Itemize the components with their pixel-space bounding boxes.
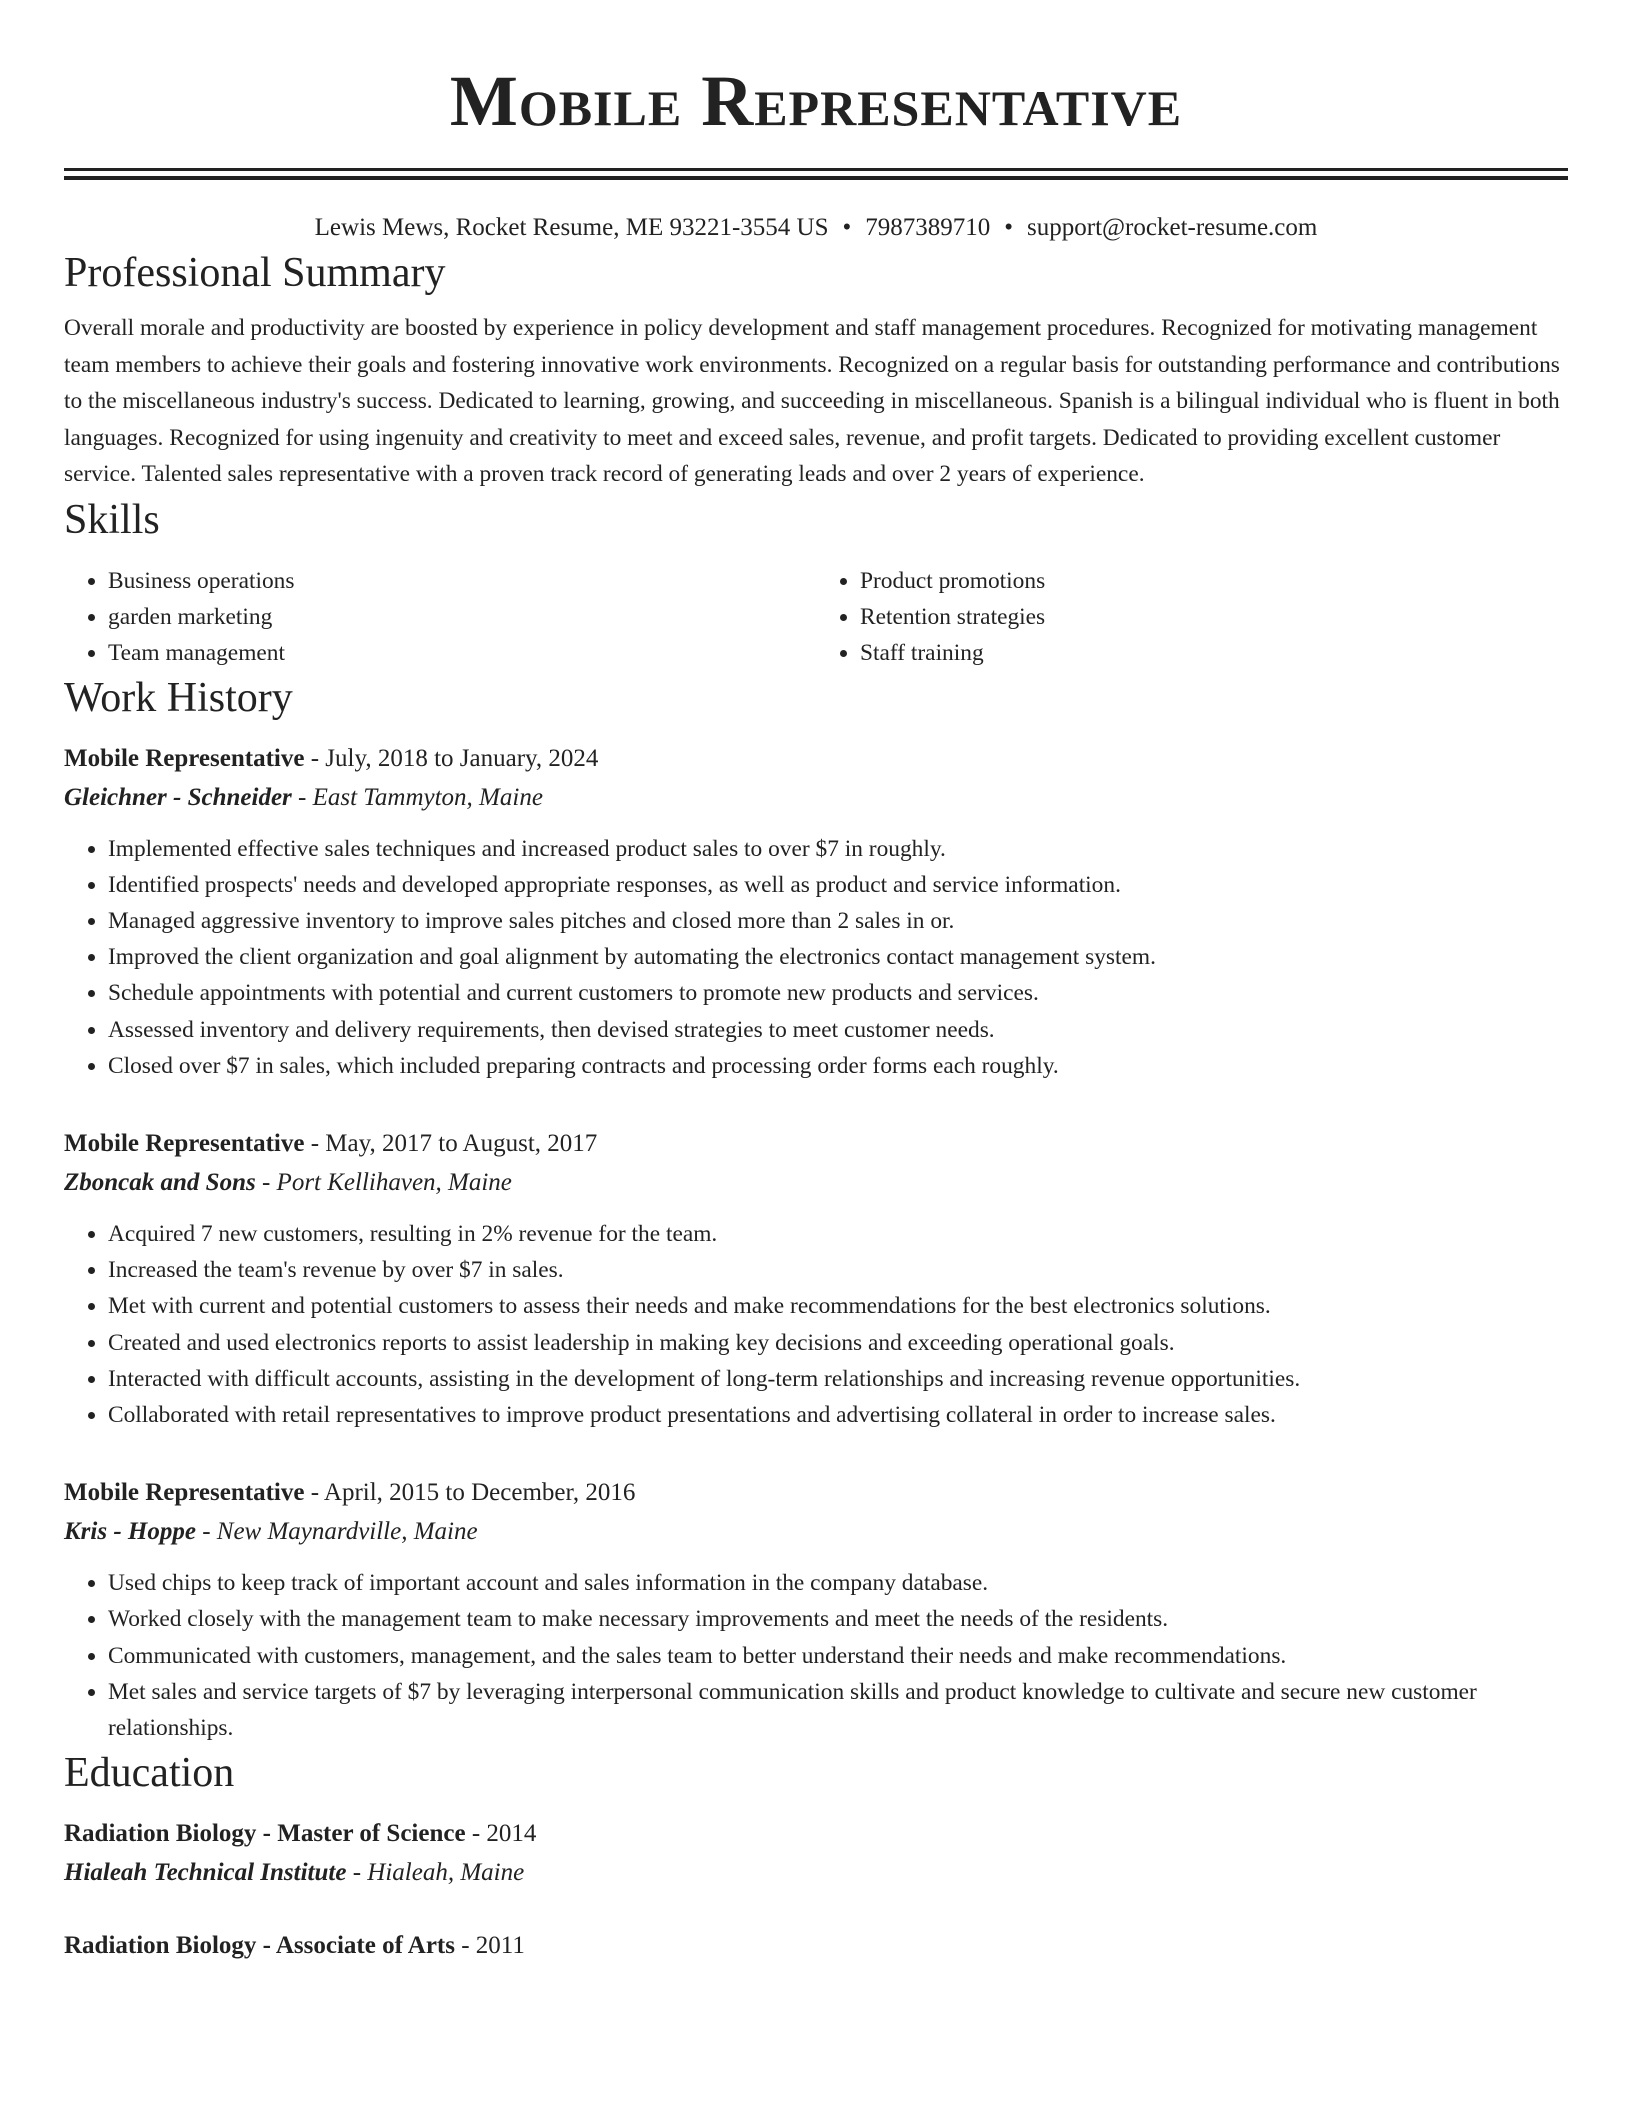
- skill-item: • Team management: [108, 635, 816, 671]
- skills-column-left: [64, 563, 816, 671]
- list-item: • Schedule appointments with potential and current customers to promote new products and services.: [108, 975, 1568, 1011]
- job-title-line: [64, 1473, 1568, 1513]
- company-line: [64, 1513, 1568, 1551]
- job-entry: [64, 1473, 1568, 1746]
- resume-page: [64, 0, 1568, 1966]
- skill-item: • Business operations: [108, 563, 816, 599]
- education-entry: [64, 1926, 1568, 1966]
- contact-email: support@rocket-resume.com: [1027, 214, 1318, 241]
- company-name: Zboncak and Sons: [64, 1168, 256, 1196]
- job-bullets: [64, 1565, 1568, 1746]
- company-name: Gleichner - Schneider: [64, 783, 292, 811]
- section-heading-work-history: Work History: [64, 674, 293, 721]
- company-line: [64, 1164, 1568, 1202]
- company-name: Kris - Hoppe: [64, 1518, 196, 1546]
- list-item: • Improved the client organization and goal alignment by automating the electronics contact management system.: [108, 939, 1568, 975]
- job-title-line: [64, 739, 1568, 779]
- list-item: • Met with current and potential customers to assess their needs and make recommendations for the best electronics solutions.: [108, 1288, 1568, 1324]
- school-line: [64, 1854, 1568, 1892]
- job-entry: [64, 1124, 1568, 1433]
- contact-phone: 7987389710: [865, 214, 991, 241]
- school-name: Hialeah Technical Institute: [64, 1859, 347, 1887]
- skill-item: • garden marketing: [108, 599, 816, 635]
- list-item: • Created and used electronics reports to assist leadership in making key decisions and exceeding operational goals.: [108, 1325, 1568, 1361]
- section-heading-summary: Professional Summary: [64, 250, 446, 296]
- degree-year: - 2014: [465, 1820, 537, 1848]
- list-item: • Collaborated with retail representatives to improve product presentations and advertising collateral in order to increase sales.: [108, 1397, 1568, 1433]
- list-item: • Worked closely with the management team to make necessary improvements and meet the needs of the residents.: [108, 1601, 1568, 1637]
- list-item: • Managed aggressive inventory to improve sales pitches and closed more than 2 sales in or.: [108, 903, 1568, 939]
- job-dates: - July, 2018 to January, 2024: [304, 744, 599, 772]
- list-item: • Assessed inventory and delivery requirements, then devised strategies to meet customer needs.: [108, 1012, 1568, 1048]
- job-dates: - April, 2015 to December, 2016: [304, 1479, 636, 1507]
- skill-item: • Retention strategies: [860, 599, 1568, 635]
- job-title: Mobile Representative: [64, 1129, 305, 1157]
- degree-line: [64, 1814, 1568, 1854]
- job-dates: - May, 2017 to August, 2017: [304, 1129, 598, 1157]
- job-bullets: [64, 831, 1568, 1084]
- list-item: • Communicated with customers, management, and the sales team to better understand their needs and make recommendations.: [108, 1638, 1568, 1674]
- resume-title: Mobile Representative: [449, 61, 1183, 141]
- degree-name: Radiation Biology - Master of Science: [64, 1820, 466, 1848]
- degree-year: - 2011: [454, 1932, 525, 1960]
- skill-item: • Staff training: [860, 635, 1568, 671]
- list-item: • Closed over $7 in sales, which included preparing contracts and processing order forms each roughly.: [108, 1048, 1568, 1084]
- job-title: Mobile Representative: [64, 744, 305, 772]
- list-item: • Identified prospects' needs and developed appropriate responses, as well as product and service information.: [108, 867, 1568, 903]
- skills-column-right: [816, 563, 1568, 671]
- school-location: - Hialeah, Maine: [346, 1859, 525, 1887]
- contact-separator: •: [842, 214, 852, 241]
- company-location: - Port Kellihaven, Maine: [255, 1168, 512, 1196]
- skill-item: • Product promotions: [860, 563, 1568, 599]
- contact-line: [64, 210, 1568, 246]
- company-location: - New Maynardville, Maine: [195, 1518, 478, 1546]
- job-title: Mobile Representative: [64, 1479, 305, 1507]
- degree-line: [64, 1926, 1568, 1966]
- list-item: • Increased the team's revenue by over $7 in sales.: [108, 1252, 1568, 1288]
- education-entry: [64, 1814, 1568, 1892]
- company-location: - East Tammyton, Maine: [291, 783, 543, 811]
- list-item: • Implemented effective sales techniques and increased product sales to over $7 in roughly.: [108, 831, 1568, 867]
- list-item: • Met sales and service targets of $7 by leveraging interpersonal communication skills and product knowledge to cultivate and secure new customer relationships.: [108, 1674, 1568, 1746]
- job-bullets: [64, 1216, 1568, 1433]
- list-item: • Acquired 7 new customers, resulting in 2% revenue for the team.: [108, 1216, 1568, 1252]
- degree-name: Radiation Biology - Associate of Arts: [64, 1932, 455, 1960]
- job-entry: [64, 739, 1568, 1084]
- contact-address: Lewis Mews, Rocket Resume, ME 93221-3554 US: [314, 214, 829, 241]
- skills-list: [64, 563, 1568, 671]
- summary-text: Overall morale and productivity are boosted by experience in policy development and staff management procedures. Recognized for motivating management team members to achieve their goals and fostering innovative work environments. Recognized on a regular basis for outstanding performance and contributions to the miscellaneous industry's success. Dedicated to learning, growing, and succeeding in miscellaneous. Spanish is a bilingual individual who is fluent in both languages. Recognized for using ingenuity and creativity to meet and exceed sales, revenue, and profit targets. Dedicated to providing excellent customer service. Talented sales representative with a proven track record of generating leads and over 2 years of experience.: [64, 315, 1560, 487]
- job-title-line: [64, 1124, 1568, 1164]
- company-line: [64, 779, 1568, 817]
- section-heading-skills: Skills: [64, 496, 160, 543]
- section-heading-education: Education: [64, 1750, 235, 1797]
- title-divider-thick: [64, 168, 1568, 171]
- title-divider-thin: [64, 176, 1568, 180]
- list-item: • Interacted with difficult accounts, assisting in the development of long-term relationships and increasing revenue opportunities.: [108, 1361, 1568, 1397]
- contact-separator: •: [1004, 214, 1014, 241]
- list-item: • Used chips to keep track of important account and sales information in the company database.: [108, 1565, 1568, 1601]
